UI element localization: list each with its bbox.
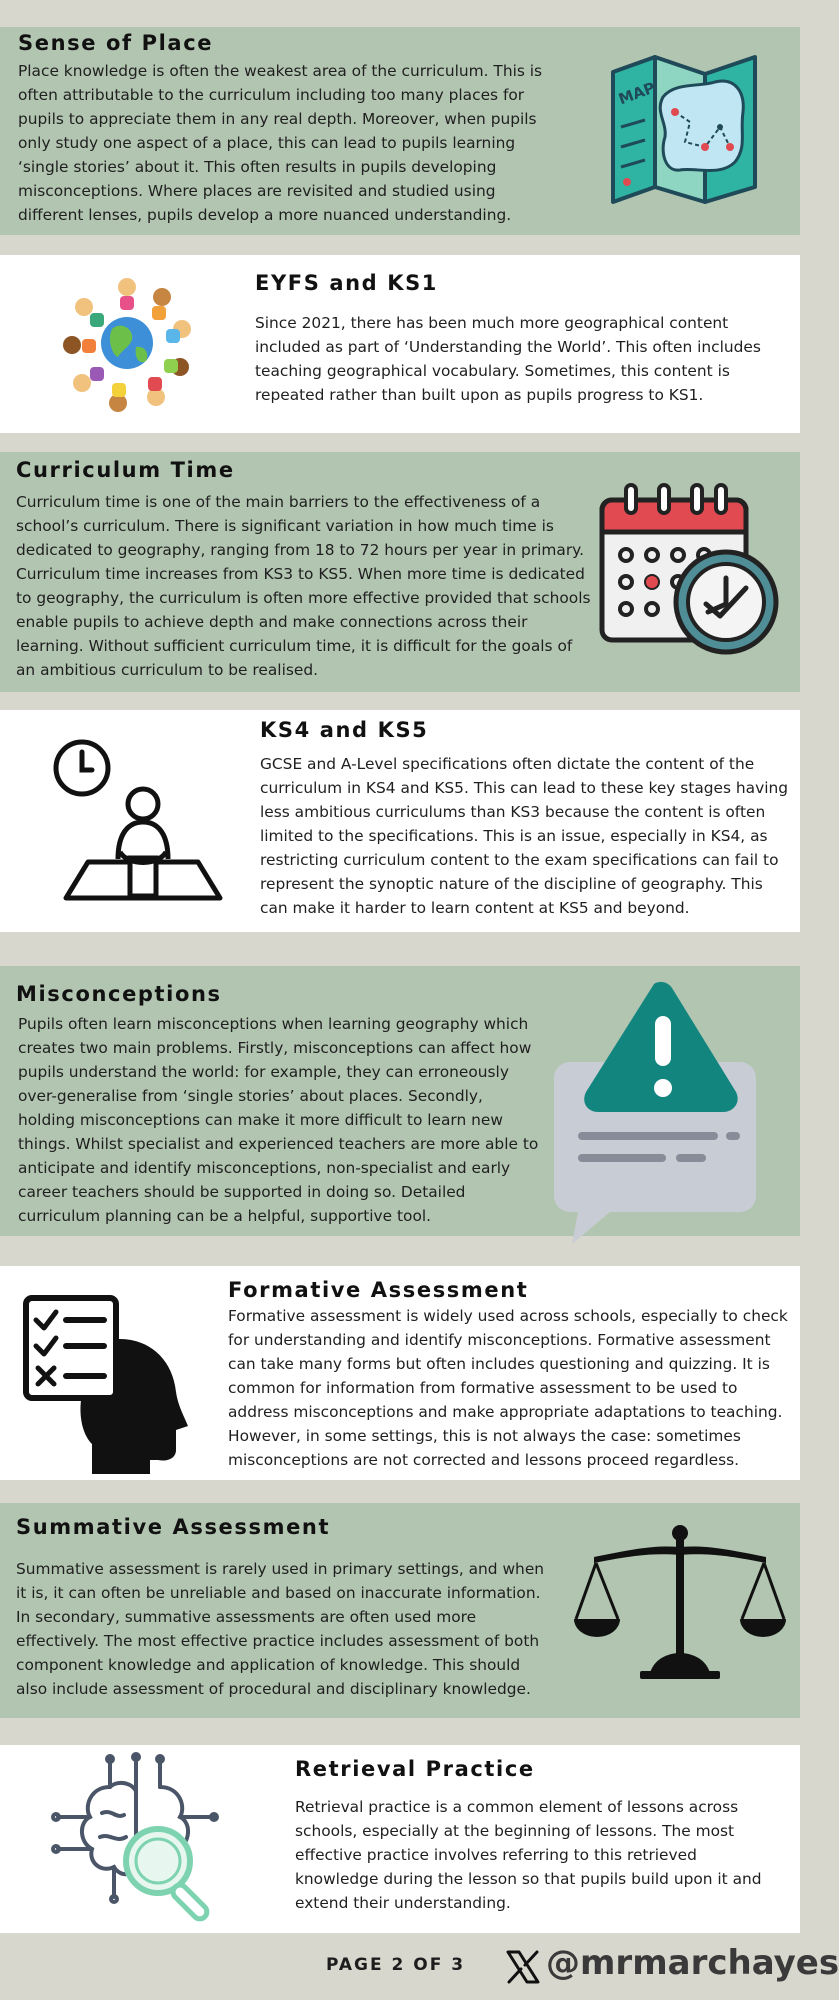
x-logo-icon[interactable] xyxy=(506,1950,540,1984)
children-around-globe-icon xyxy=(52,267,202,417)
section-title: Sense of Place xyxy=(18,31,214,55)
section-title: KS4 and KS5 xyxy=(260,718,429,742)
map-icon xyxy=(605,52,765,212)
section-body: Pupils often learn misconceptions when learning geography which creates two main problems. Firstly, misconceptions can affect how pupils understand the world: for example, they can erroneously over-generalise from ‘single stories’ about places. Secondly, holding misconceptions can make it more difficult to learn new things. Whilst specialist and experienced teachers are more able to anticipate and identify misconceptions, non-specialist and early career teachers should be supported in doing so. Detailed curriculum planning can be a helpful, supportive tool. xyxy=(18,1015,539,1225)
student-at-desk-icon xyxy=(48,734,223,909)
section-title: Curriculum Time xyxy=(16,458,235,482)
section-retrieval-practice xyxy=(0,1745,800,1933)
section-title: EYFS and KS1 xyxy=(255,271,439,295)
section-sense-of-place xyxy=(0,27,800,235)
section-body: Formative assessment is widely used across schools, especially to check for understanding and identify misconceptions. Formative assessment can take many forms but often includes questioning and quizzing. It is common for information from formative assessment to be used to address misconceptions and make appropriate adaptations to teaching. However, in some settings, this is not always the case: sometimes misconceptions are not corrected and lessons proceed regardless. xyxy=(228,1307,788,1469)
section-body: Since 2021, there has been much more geographical content included as part of ‘Understanding the World’. This often includes teaching geographical vocabulary. Sometimes, this content is repeated rather than built upon as pupils progress to KS1. xyxy=(255,314,761,404)
section-title: Summative Assessment xyxy=(16,1515,331,1539)
section-body: Retrieval practice is a common element of lessons across schools, especially at the beginning of lessons. The most effective practice involves referring to this retrieved knowledge during the lesson so that pupils build upon it and extend their understanding. xyxy=(295,1798,762,1912)
section-body: Place knowledge is often the weakest area of the curriculum. This is often attributable to the curriculum including too many places for pupils to appreciate them in any real depth. Moreover, when pupils only study one aspect of a place, this can lead to pupils learning ‘single stories’ about it. This often results in pupils developing misconceptions. Where places are revisited and studied using different lenses, pupils develop a more nuanced understanding. xyxy=(18,62,543,224)
section-title: Formative Assessment xyxy=(228,1278,529,1302)
section-body: Curriculum time is one of the main barriers to the effectiveness of a school’s curriculum. There is significant variation in how much time is dedicated to geography, ranging from 18 to 72 hours per year in primary. Curriculum time increases from KS3 to KS5. When more time is dedicated to geography, the curriculum is often more effective provided that schools enable pupils to achieve depth and make connections across their learning. Without sufficient curriculum time, it is difficult for the goals of an ambitious curriculum to be realised. xyxy=(16,493,591,679)
map-label: MAP xyxy=(616,78,658,109)
section-formative-assessment xyxy=(0,1266,800,1480)
section-title: Misconceptions xyxy=(16,982,222,1006)
section-curriculum-time xyxy=(0,452,800,692)
page-number: PAGE 2 OF 3 xyxy=(326,1955,466,1975)
social-handle[interactable]: @mrmarchayes xyxy=(546,1943,839,1983)
footer xyxy=(0,1933,839,2000)
section-ks4-ks5 xyxy=(0,710,800,932)
section-eyfs-ks1 xyxy=(0,255,800,433)
section-body: Summative assessment is rarely used in primary settings, and when it is, it can often be unreliable and based on inaccurate information. In secondary, summative assessments are often used more effectively. The most effective practice includes assessment of both component knowledge and application of knowledge. This should also include assessment of procedural and disciplinary knowledge. xyxy=(16,1560,545,1698)
section-body: GCSE and A-Level specifications often dictate the content of the curriculum in KS4 and KS5. This can lead to these key stages having less ambitious curriculums than KS3 because the content is often limited to the specifications. This is an issue, especially in KS4, as restricting curriculum content to the exam specifications can fail to represent the synoptic nature of the discipline of geography. This can make it harder to learn content at KS5 and beyond. xyxy=(260,755,789,917)
section-title: Retrieval Practice xyxy=(295,1757,535,1781)
section-misconceptions xyxy=(0,966,800,1236)
section-summative-assessment xyxy=(0,1503,800,1718)
scales-of-justice-icon xyxy=(574,1523,786,1683)
warning-speech-bubble-icon xyxy=(548,982,768,1222)
head-checklist-icon xyxy=(22,1294,192,1474)
brain-magnifier-icon xyxy=(50,1757,220,1927)
calendar-clock-icon xyxy=(596,480,786,670)
